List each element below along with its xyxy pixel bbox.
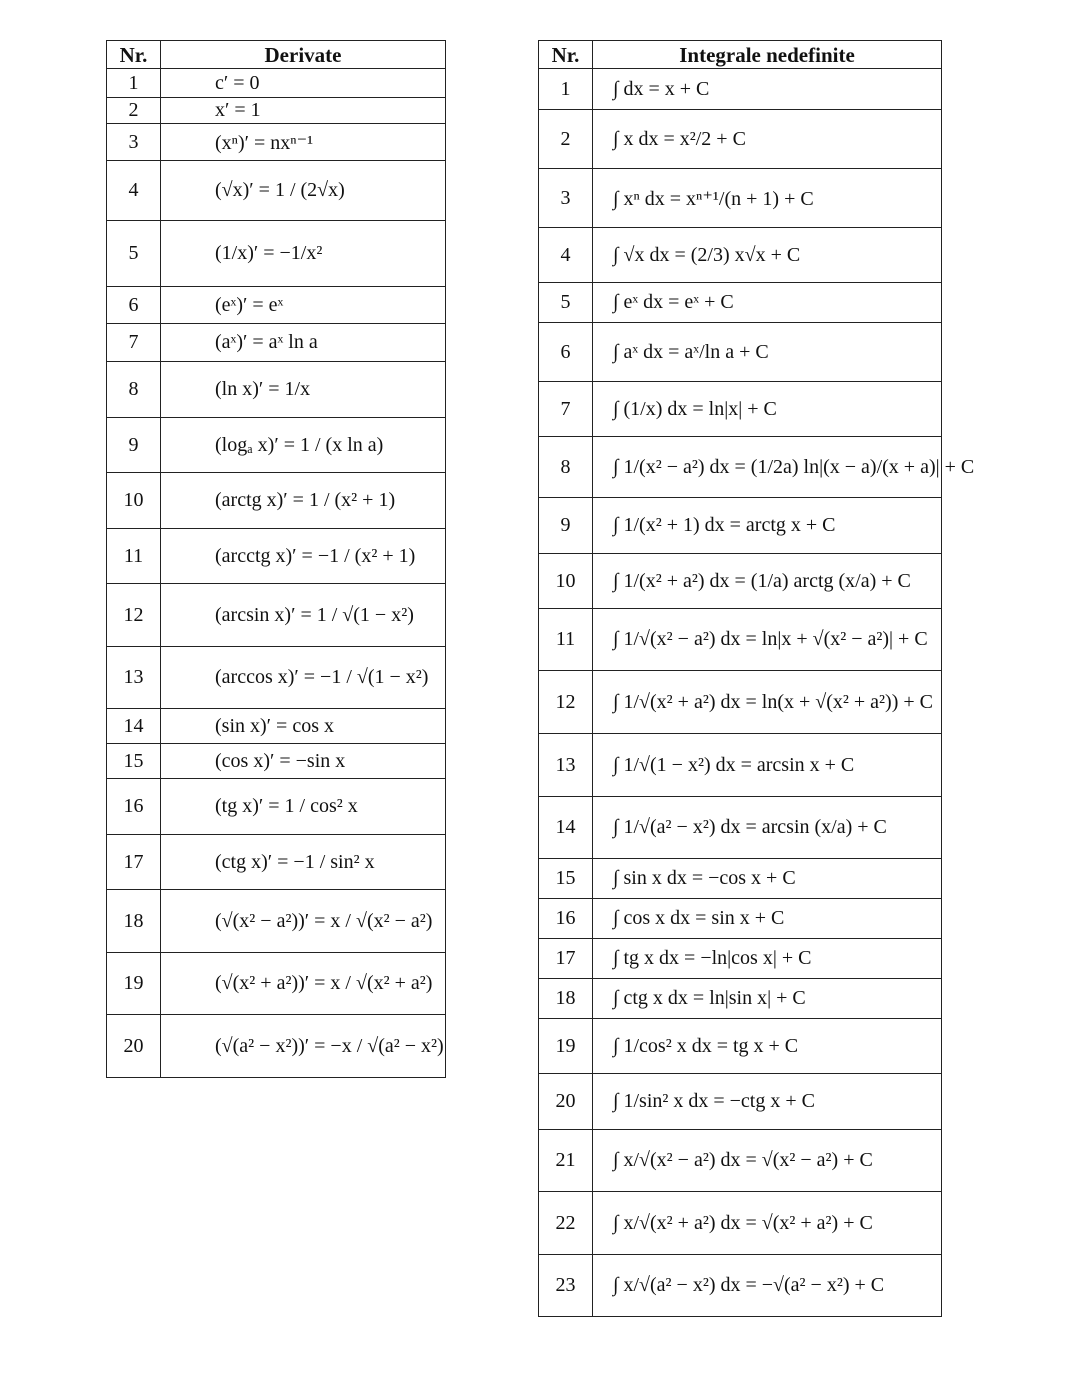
derivative-formula: (eˣ)′ = eˣ (161, 287, 446, 324)
integral-formula: ∫ 1/sin² x dx = −ctg x + C (593, 1074, 942, 1130)
integral-formula: ∫ 1/(x² + 1) dx = arctg x + C (593, 498, 942, 554)
integral-formula: ∫ 1/√(1 − x²) dx = arcsin x + C (593, 734, 942, 797)
row-number: 18 (107, 890, 161, 953)
derivative-formula: (ln x)′ = 1/x (161, 362, 446, 418)
derivative-formula: (aˣ)′ = aˣ ln a (161, 324, 446, 362)
row-number: 19 (539, 1019, 593, 1074)
derivative-row (107, 324, 446, 362)
derivative-row (107, 647, 446, 709)
integral-formula: ∫ 1/√(a² − x²) dx = arcsin (x/a) + C (593, 797, 942, 859)
row-number: 11 (107, 529, 161, 584)
integral-row (539, 498, 942, 554)
integral-row (539, 554, 942, 609)
row-number: 8 (107, 362, 161, 418)
derivative-row (107, 124, 446, 161)
derivative-formula: c′ = 0 (161, 69, 446, 98)
derivative-formula: (√(a² − x²))′ = −x / √(a² − x²) (161, 1015, 446, 1078)
derivative-formula: (√(x² − a²))′ = x / √(x² − a²) (161, 890, 446, 953)
row-number: 6 (539, 323, 593, 382)
row-number: 1 (107, 69, 161, 98)
integrals-table (538, 40, 975, 1317)
derivative-formula: (arcctg x)′ = −1 / (x² + 1) (161, 529, 446, 584)
integral-formula: ∫ eˣ dx = eˣ + C (593, 283, 942, 323)
derivative-row (107, 779, 446, 835)
derivative-formula: (arccos x)′ = −1 / √(1 − x²) (161, 647, 446, 709)
row-number: 6 (107, 287, 161, 324)
integral-row (539, 1130, 942, 1192)
integral-row (539, 734, 942, 797)
row-number: 1 (539, 69, 593, 110)
integral-row (539, 69, 942, 110)
row-number: 16 (107, 779, 161, 835)
row-number: 20 (539, 1074, 593, 1130)
integral-row (539, 797, 942, 859)
derivative-row (107, 98, 446, 124)
integral-row (539, 609, 942, 671)
integral-formula: ∫ dx = x + C (593, 69, 942, 110)
derivatives-table (106, 40, 446, 1078)
integral-row (539, 110, 942, 169)
row-number: 12 (107, 584, 161, 647)
integral-row (539, 323, 942, 382)
row-number: 2 (107, 98, 161, 124)
integral-formula: ∫ aˣ dx = aˣ/ln a + C (593, 323, 942, 382)
derivative-formula: (√(x² + a²))′ = x / √(x² + a²) (161, 953, 446, 1015)
row-number: 21 (539, 1130, 593, 1192)
row-number: 2 (539, 110, 593, 169)
derivative-formula: (cos x)′ = −sin x (161, 744, 446, 779)
derivative-row (107, 1015, 446, 1078)
derivative-row (107, 584, 446, 647)
derivative-formula: x′ = 1 (161, 98, 446, 124)
integral-row (539, 899, 942, 939)
integral-formula: ∫ x/√(x² − a²) dx = √(x² − a²) + C (593, 1130, 942, 1192)
derivative-formula: (tg x)′ = 1 / cos² x (161, 779, 446, 835)
row-number: 13 (107, 647, 161, 709)
integral-row (539, 1255, 942, 1317)
row-number: 9 (107, 418, 161, 473)
row-number: 4 (107, 161, 161, 221)
integral-formula: ∫ xⁿ dx = xⁿ⁺¹/(n + 1) + C (593, 169, 942, 228)
row-number: 3 (107, 124, 161, 161)
derivatives-header-title: Derivate (161, 41, 446, 69)
row-number: 5 (107, 221, 161, 287)
integral-formula: ∫ x dx = x²/2 + C (593, 110, 942, 169)
derivative-formula: (logₐ x)′ = 1 / (x ln a) (161, 418, 446, 473)
integral-row (539, 939, 942, 979)
row-number: 8 (539, 437, 593, 498)
integral-formula: ∫ cos x dx = sin x + C (593, 899, 942, 939)
derivative-formula: (1/x)′ = −1/x² (161, 221, 446, 287)
row-number: 5 (539, 283, 593, 323)
row-number: 15 (539, 859, 593, 899)
integral-formula: ∫ 1/cos² x dx = tg x + C (593, 1019, 942, 1074)
row-number: 7 (107, 324, 161, 362)
derivative-formula: (sin x)′ = cos x (161, 709, 446, 744)
derivative-formula: (arcsin x)′ = 1 / √(1 − x²) (161, 584, 446, 647)
integral-row (539, 671, 942, 734)
integral-formula: ∫ (1/x) dx = ln|x| + C (593, 382, 942, 437)
integral-row (539, 979, 942, 1019)
integral-row (539, 169, 942, 228)
integral-formula: ∫ tg x dx = −ln|cos x| + C (593, 939, 942, 979)
integral-row (539, 1019, 942, 1074)
integrals-header-title: Integrale nedefinite (593, 41, 942, 69)
integral-row (539, 382, 942, 437)
integral-row (539, 437, 942, 498)
row-number: 19 (107, 953, 161, 1015)
derivatives-header-nr: Nr. (107, 41, 161, 69)
derivative-formula: (√x)′ = 1 / (2√x) (161, 161, 446, 221)
integral-formula: ∫ 1/(x² + a²) dx = (1/a) arctg (x/a) + C (593, 554, 942, 609)
derivative-row (107, 161, 446, 221)
derivative-row (107, 69, 446, 98)
integral-formula: ∫ x/√(a² − x²) dx = −√(a² − x²) + C (593, 1255, 942, 1317)
derivative-formula: (ctg x)′ = −1 / sin² x (161, 835, 446, 890)
derivative-row (107, 221, 446, 287)
row-number: 13 (539, 734, 593, 797)
row-number: 23 (539, 1255, 593, 1317)
derivative-row (107, 744, 446, 779)
derivative-formula: (xⁿ)′ = nxⁿ⁻¹ (161, 124, 446, 161)
integral-formula: ∫ x/√(x² + a²) dx = √(x² + a²) + C (593, 1192, 942, 1255)
integral-formula: ∫ 1/√(x² − a²) dx = ln|x + √(x² − a²)| + C (593, 609, 942, 671)
derivatives-header-row (107, 41, 446, 69)
derivative-row (107, 287, 446, 324)
row-number: 16 (539, 899, 593, 939)
integrals-header-nr: Nr. (539, 41, 593, 69)
derivative-row (107, 473, 446, 529)
row-number: 14 (539, 797, 593, 859)
integral-row (539, 283, 942, 323)
row-number: 9 (539, 498, 593, 554)
row-number: 11 (539, 609, 593, 671)
row-number: 12 (539, 671, 593, 734)
row-number: 18 (539, 979, 593, 1019)
derivative-row (107, 890, 446, 953)
row-number: 15 (107, 744, 161, 779)
integral-row (539, 859, 942, 899)
integral-formula: ∫ √x dx = (2/3) x√x + C (593, 228, 942, 283)
row-number: 10 (107, 473, 161, 529)
row-number: 22 (539, 1192, 593, 1255)
integral-row (539, 1074, 942, 1130)
row-number: 17 (539, 939, 593, 979)
derivative-row (107, 418, 446, 473)
integral-formula: ∫ 1/(x² − a²) dx = (1/2a) ln|(x − a)/(x + a)| + C (593, 437, 942, 498)
row-number: 4 (539, 228, 593, 283)
row-number: 7 (539, 382, 593, 437)
row-number: 17 (107, 835, 161, 890)
row-number: 10 (539, 554, 593, 609)
integrals-header-row (539, 41, 942, 69)
derivative-formula: (arctg x)′ = 1 / (x² + 1) (161, 473, 446, 529)
derivative-row (107, 709, 446, 744)
integral-formula: ∫ 1/√(x² + a²) dx = ln(x + √(x² + a²)) + C (593, 671, 942, 734)
derivative-row (107, 835, 446, 890)
integral-formula: ∫ sin x dx = −cos x + C (593, 859, 942, 899)
row-number: 20 (107, 1015, 161, 1078)
integral-row (539, 1192, 942, 1255)
integral-formula: ∫ ctg x dx = ln|sin x| + C (593, 979, 942, 1019)
derivative-row (107, 953, 446, 1015)
row-number: 3 (539, 169, 593, 228)
integral-row (539, 228, 942, 283)
row-number: 14 (107, 709, 161, 744)
derivative-row (107, 529, 446, 584)
derivative-row (107, 362, 446, 418)
